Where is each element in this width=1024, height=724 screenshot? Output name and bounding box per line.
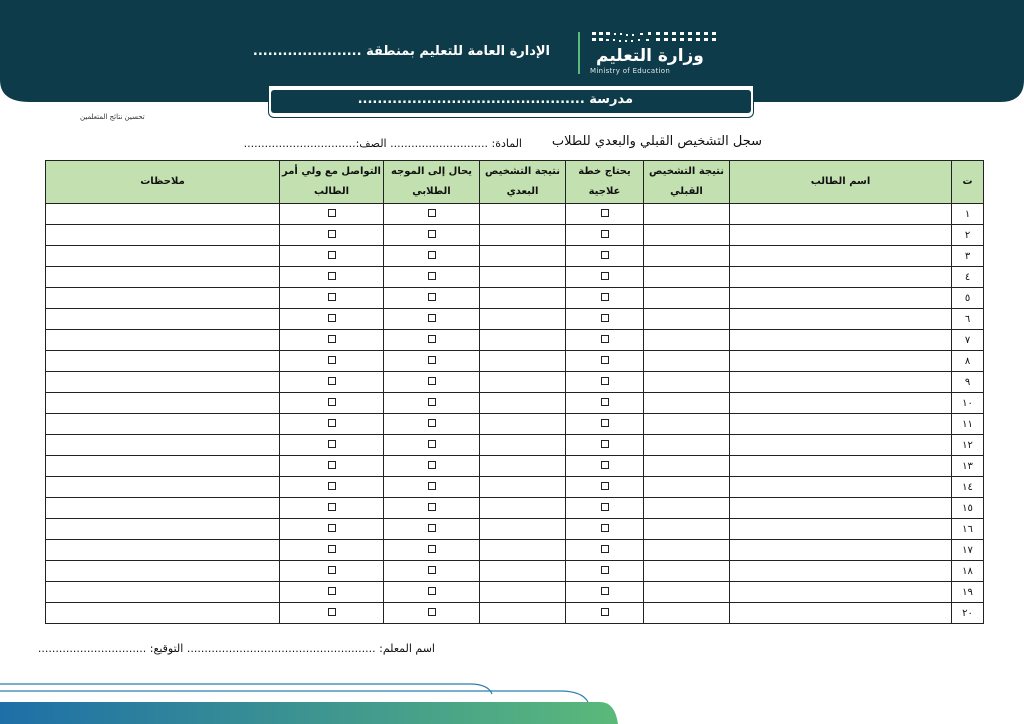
cell-pre [644,519,730,540]
checkbox[interactable] [328,251,336,259]
row-number: ١٩ [952,582,984,603]
bottom-wave-shape [0,674,1024,724]
cell-pre [644,288,730,309]
cell-pre [644,540,730,561]
checkbox[interactable] [428,251,436,259]
checkbox[interactable] [601,314,609,322]
checkbox-cell-contact [280,477,384,498]
col-header-needs-plan: يحتاج خطة علاجية [566,161,644,204]
logo-english-text: Ministry of Education [590,67,671,75]
checkbox[interactable] [328,314,336,322]
cell-name [730,351,952,372]
checkbox[interactable] [428,419,436,427]
checkbox[interactable] [428,545,436,553]
checkbox-cell-ref [384,330,480,351]
cell-post [480,477,566,498]
table-row [46,582,984,603]
row-number: ٢٠ [952,603,984,624]
checkbox-cell-ref [384,393,480,414]
row-number: ١٦ [952,519,984,540]
cell-post [480,603,566,624]
checkbox-cell-ref [384,309,480,330]
checkbox[interactable] [601,419,609,427]
cell-name [730,435,952,456]
row-number: ١٢ [952,435,984,456]
checkbox-cell-contact [280,204,384,225]
cell-notes [46,351,280,372]
table-row [46,519,984,540]
row-number: ٧ [952,330,984,351]
school-name-label: مدرسة .............................................. [357,92,633,107]
cell-post [480,204,566,225]
checkbox-cell-plan [566,414,644,435]
checkbox-cell-contact [280,267,384,288]
row-number: ١٧ [952,540,984,561]
cell-pre [644,246,730,267]
row-number: ٣ [952,246,984,267]
cell-post [480,393,566,414]
cell-name [730,561,952,582]
checkbox-cell-ref [384,561,480,582]
checkbox-cell-plan [566,540,644,561]
cell-post [480,246,566,267]
checkbox-cell-ref [384,456,480,477]
checkbox-cell-ref [384,414,480,435]
checkbox[interactable] [428,314,436,322]
cell-post [480,582,566,603]
cell-name [730,582,952,603]
checkbox[interactable] [601,608,609,616]
cell-notes [46,267,280,288]
table-row [46,540,984,561]
checkbox-cell-contact [280,393,384,414]
checkbox-cell-plan [566,267,644,288]
cell-pre [644,309,730,330]
cell-post [480,372,566,393]
cell-name [730,456,952,477]
checkbox-cell-contact [280,456,384,477]
logo-arabic-text: وزارة التعليم [596,46,704,66]
checkbox[interactable] [601,272,609,280]
checkbox[interactable] [428,482,436,490]
checkbox-cell-ref [384,498,480,519]
col-header-notes: ملاحظات [46,161,280,204]
checkbox[interactable] [601,545,609,553]
table-row [46,561,984,582]
checkbox[interactable] [328,377,336,385]
cell-name [730,603,952,624]
cell-notes [46,435,280,456]
checkbox[interactable] [428,293,436,301]
checkbox[interactable] [601,587,609,595]
checkbox-cell-contact [280,435,384,456]
checkbox-cell-contact [280,414,384,435]
checkbox-cell-plan [566,351,644,372]
cell-name [730,267,952,288]
cell-notes [46,330,280,351]
cell-notes [46,498,280,519]
col-header-referred-counselor: يحال إلى الموجه الطلابي [384,161,480,204]
cell-name [730,519,952,540]
table-row [46,603,984,624]
checkbox[interactable] [601,503,609,511]
checkbox[interactable] [328,608,336,616]
cell-pre [644,204,730,225]
cell-pre [644,330,730,351]
cell-notes [46,225,280,246]
cell-post [480,267,566,288]
checkbox-cell-plan [566,456,644,477]
checkbox[interactable] [601,566,609,574]
checkbox[interactable] [428,272,436,280]
checkbox[interactable] [428,398,436,406]
checkbox[interactable] [428,566,436,574]
checkbox[interactable] [428,524,436,532]
checkbox[interactable] [328,545,336,553]
checkbox-cell-ref [384,225,480,246]
checkbox[interactable] [428,608,436,616]
checkbox[interactable] [601,209,609,217]
checkbox[interactable] [328,482,336,490]
row-number: ٤ [952,267,984,288]
checkbox-cell-plan [566,561,644,582]
row-number: ٦ [952,309,984,330]
checkbox-cell-ref [384,477,480,498]
checkbox-cell-plan [566,309,644,330]
cell-post [480,498,566,519]
table-row [46,204,984,225]
checkbox[interactable] [328,524,336,532]
checkbox-cell-contact [280,603,384,624]
checkbox-cell-contact [280,309,384,330]
col-header-index: ت [952,161,984,204]
cell-notes [46,393,280,414]
row-number: ١ [952,204,984,225]
cell-post [480,309,566,330]
checkbox-cell-ref [384,267,480,288]
checkbox[interactable] [328,587,336,595]
checkbox[interactable] [601,335,609,343]
checkbox[interactable] [328,293,336,301]
checkbox-cell-plan [566,477,644,498]
table-row [46,456,984,477]
checkbox[interactable] [601,524,609,532]
checkbox-cell-plan [566,435,644,456]
table-header-row [46,161,984,204]
row-number: ١٣ [952,456,984,477]
checkbox[interactable] [428,335,436,343]
row-number: ٨ [952,351,984,372]
education-admin-label: الإدارة العامة للتعليم بمنطقة ...................... [252,44,550,59]
checkbox[interactable] [328,209,336,217]
table-row [46,435,984,456]
cell-notes [46,540,280,561]
checkbox[interactable] [428,587,436,595]
checkbox[interactable] [328,272,336,280]
row-number: ١٥ [952,498,984,519]
cell-name [730,498,952,519]
table-row [46,309,984,330]
record-title: سجل التشخيص القبلي والبعدي للطلاب [551,134,762,149]
checkbox[interactable] [328,503,336,511]
checkbox-cell-plan [566,582,644,603]
table-row [46,225,984,246]
row-number: ١٤ [952,477,984,498]
cell-notes [46,477,280,498]
checkbox-cell-ref [384,540,480,561]
checkbox-cell-ref [384,435,480,456]
table-row [46,246,984,267]
cell-pre [644,477,730,498]
cell-name [730,477,952,498]
cell-notes [46,561,280,582]
table-row [46,372,984,393]
checkbox-cell-contact [280,288,384,309]
table-row [46,414,984,435]
cell-pre [644,435,730,456]
checkbox-cell-ref [384,351,480,372]
checkbox-cell-plan [566,204,644,225]
checkbox[interactable] [601,482,609,490]
cell-name [730,288,952,309]
checkbox-cell-contact [280,498,384,519]
checkbox[interactable] [328,419,336,427]
cell-name [730,372,952,393]
checkbox[interactable] [328,461,336,469]
checkbox[interactable] [328,230,336,238]
col-header-post-result: نتيجة التشخيص البعدي [480,161,566,204]
checkbox-cell-contact [280,246,384,267]
cell-notes [46,603,280,624]
table-row [46,393,984,414]
cell-post [480,414,566,435]
checkbox-cell-contact [280,561,384,582]
checkbox[interactable] [428,503,436,511]
cell-notes [46,519,280,540]
cell-pre [644,372,730,393]
cell-pre [644,267,730,288]
cell-post [480,561,566,582]
cell-pre [644,456,730,477]
cell-post [480,351,566,372]
checkbox-cell-ref [384,288,480,309]
cell-pre [644,414,730,435]
checkbox[interactable] [601,461,609,469]
cell-post [480,540,566,561]
cell-notes [46,204,280,225]
checkbox[interactable] [601,251,609,259]
cell-name [730,540,952,561]
table-row [46,477,984,498]
table-row [46,351,984,372]
checkbox[interactable] [328,398,336,406]
checkbox-cell-contact [280,582,384,603]
checkbox-cell-plan [566,519,644,540]
row-number: ٢ [952,225,984,246]
checkbox[interactable] [328,566,336,574]
cell-pre [644,393,730,414]
cell-notes [46,582,280,603]
checkbox-cell-plan [566,372,644,393]
cell-pre [644,498,730,519]
cell-notes [46,246,280,267]
cell-pre [644,582,730,603]
checkbox[interactable] [328,335,336,343]
checkbox-cell-ref [384,603,480,624]
bottom-decoration [0,674,1024,724]
cell-name [730,393,952,414]
checkbox[interactable] [601,377,609,385]
checkbox[interactable] [428,461,436,469]
checkbox[interactable] [601,398,609,406]
checkbox-cell-plan [566,330,644,351]
school-name-tab [268,86,754,118]
cell-name [730,330,952,351]
cell-pre [644,603,730,624]
checkbox[interactable] [601,440,609,448]
row-number: ١٨ [952,561,984,582]
row-number: ١١ [952,414,984,435]
cell-post [480,288,566,309]
checkbox-cell-ref [384,204,480,225]
row-number: ٥ [952,288,984,309]
checkbox[interactable] [428,356,436,364]
cell-pre [644,225,730,246]
checkbox-cell-contact [280,225,384,246]
row-number: ١٠ [952,393,984,414]
cell-post [480,435,566,456]
checkbox[interactable] [601,356,609,364]
checkbox[interactable] [428,440,436,448]
checkbox-cell-contact [280,372,384,393]
checkbox[interactable] [428,209,436,217]
cell-post [480,330,566,351]
table-row [46,498,984,519]
ministry-logo [578,30,728,78]
checkbox-cell-contact [280,540,384,561]
checkbox-cell-plan [566,498,644,519]
corner-note: تحسين نتائج المتعلمين [80,113,145,121]
col-header-contact-guardian: التواصل مع ولي أمر الطالب [280,161,384,204]
diagnosis-table [45,160,984,624]
checkbox-cell-contact [280,330,384,351]
table-row [46,330,984,351]
cell-pre [644,351,730,372]
checkbox-cell-ref [384,519,480,540]
checkbox-cell-plan [566,246,644,267]
cell-name [730,414,952,435]
cell-name [730,309,952,330]
checkbox-cell-plan [566,225,644,246]
checkbox-cell-ref [384,246,480,267]
checkbox[interactable] [328,440,336,448]
cell-post [480,456,566,477]
checkbox-cell-contact [280,519,384,540]
cell-notes [46,456,280,477]
checkbox[interactable] [428,377,436,385]
cell-name [730,204,952,225]
checkbox[interactable] [428,230,436,238]
checkbox-cell-contact [280,351,384,372]
checkbox-cell-ref [384,372,480,393]
checkbox-cell-plan [566,393,644,414]
cell-notes [46,309,280,330]
checkbox-cell-plan [566,603,644,624]
checkbox-cell-plan [566,288,644,309]
checkbox[interactable] [601,230,609,238]
cell-post [480,519,566,540]
cell-pre [644,561,730,582]
subject-grade-line: المادة: ............................ الصف:................................ [243,137,522,150]
cell-notes [46,372,280,393]
col-header-student-name: اسم الطالب [730,161,952,204]
table-row [46,267,984,288]
checkbox[interactable] [328,356,336,364]
cell-post [480,225,566,246]
teacher-signature-line: اسم المعلم: ...................................................... التوقيع: ............................... [37,642,435,655]
cell-notes [46,288,280,309]
cell-name [730,246,952,267]
checkbox-cell-ref [384,582,480,603]
table-row [46,288,984,309]
cell-name [730,225,952,246]
row-number: ٩ [952,372,984,393]
col-header-pre-result: نتيجة التشخيص القبلي [644,161,730,204]
checkbox[interactable] [601,293,609,301]
cell-notes [46,414,280,435]
